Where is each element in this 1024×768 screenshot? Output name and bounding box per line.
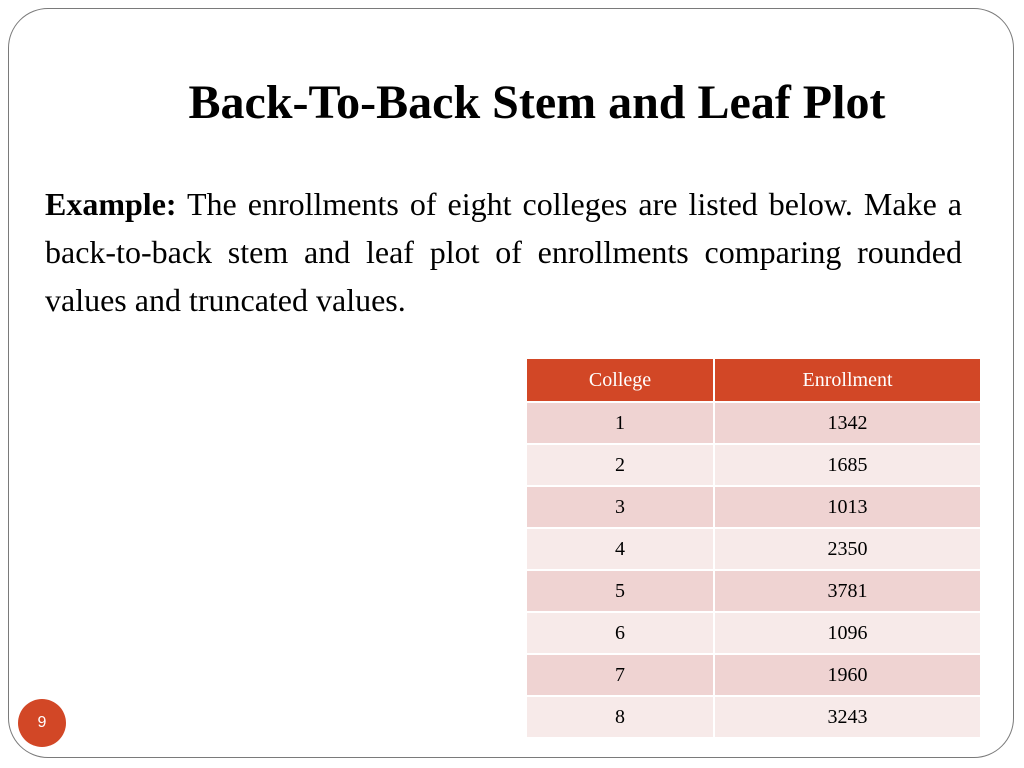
college-cell: 6 — [526, 612, 714, 654]
header-college: College — [526, 358, 714, 402]
enrollment-cell: 1960 — [714, 654, 981, 696]
college-cell: 4 — [526, 528, 714, 570]
enrollment-cell: 3243 — [714, 696, 981, 738]
college-cell: 8 — [526, 696, 714, 738]
page-number-badge: 9 — [18, 699, 66, 747]
college-cell: 1 — [526, 402, 714, 444]
college-cell: 5 — [526, 570, 714, 612]
table-row — [526, 402, 981, 444]
table-row — [526, 654, 981, 696]
enrollment-cell: 1342 — [714, 402, 981, 444]
example-paragraph — [45, 180, 962, 324]
college-cell: 3 — [526, 486, 714, 528]
example-text: The enrollments of eight colleges are listed below. Make a back-to-back stem and leaf plot of enrollments comparing rounded values and truncated values. — [45, 186, 962, 318]
college-cell: 7 — [526, 654, 714, 696]
enrollment-cell: 1013 — [714, 486, 981, 528]
table-row — [526, 486, 981, 528]
enrollment-cell: 2350 — [714, 528, 981, 570]
enrollment-table — [525, 357, 982, 739]
enrollment-cell: 1096 — [714, 612, 981, 654]
college-cell: 2 — [526, 444, 714, 486]
enrollment-cell: 1685 — [714, 444, 981, 486]
header-enrollment: Enrollment — [714, 358, 981, 402]
table-row — [526, 528, 981, 570]
example-lead: Example: — [45, 186, 177, 222]
enrollment-cell: 3781 — [714, 570, 981, 612]
table-row — [526, 612, 981, 654]
slide-title: Back-To-Back Stem and Leaf Plot — [188, 76, 886, 129]
table-row — [526, 444, 981, 486]
table-row — [526, 570, 981, 612]
table-header-row — [526, 358, 981, 402]
table-row — [526, 696, 981, 738]
